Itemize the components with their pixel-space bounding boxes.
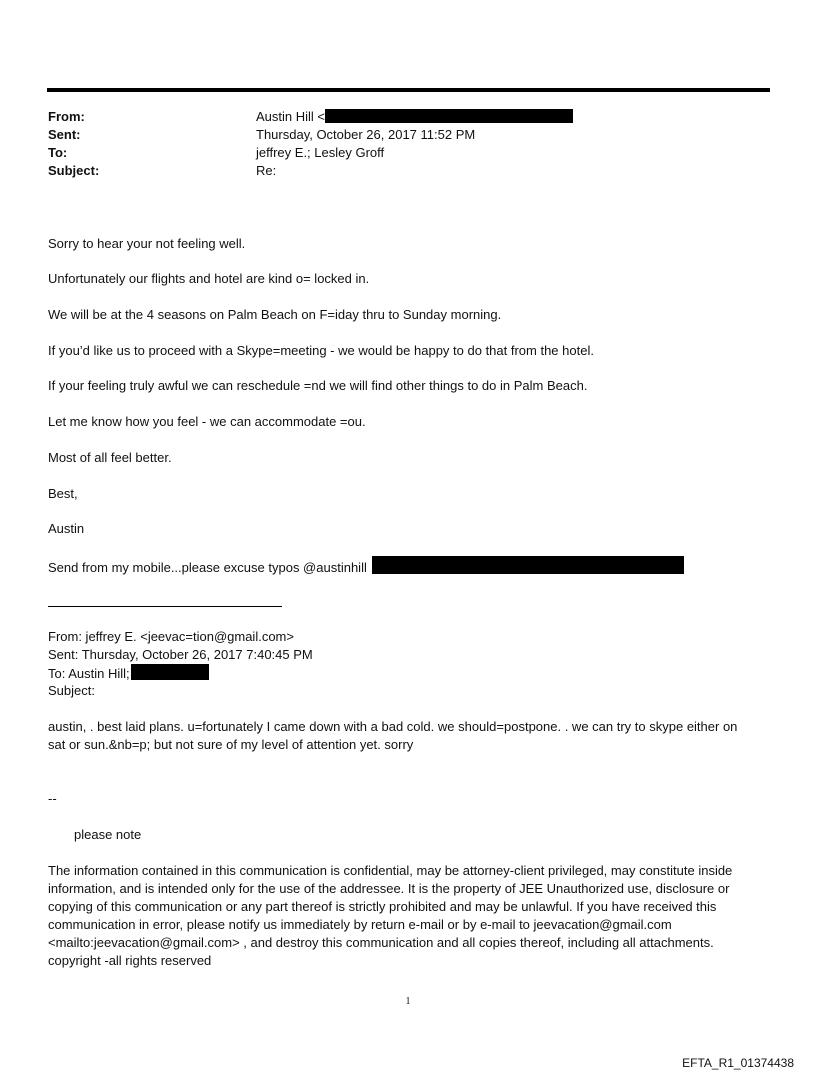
body-paragraph: If your feeling truly awful we can reschedule =nd we will find other things to do in Palm Beach. [48,378,588,393]
signature-dashes: -- [48,791,57,806]
body-paragraph: Best, [48,486,78,501]
body-paragraph: Let me know how you feel - we can accommodate =ou. [48,414,366,429]
body-paragraph: Most of all feel better. [48,450,172,465]
sent-label: Sent: [48,127,81,142]
from-value: Austin Hill < [256,108,573,126]
subject-value: Re: [256,163,277,178]
quoted-from: From: jeffrey E. <jeevac=tion@gmail.com> [48,629,294,644]
subject-label: Subject: [48,163,100,178]
body-paragraph: Sorry to hear your not feeling well. [48,236,246,251]
quoted-subject: Subject: [48,683,95,698]
from-label: From: [48,109,85,124]
quoted-to: To: Austin Hill; [48,664,209,682]
header-rule [47,88,770,92]
quote-separator [48,606,282,607]
confidentiality-disclaimer: The information contained in this communication is confidential, may be attorney-client privileged, may constitute inside information, and is intended only for the use of the addressee. It is the property of JEE Unauthorized use, disclosure or copying of this communication or any part thereof is strictly prohibited and may be unlawful. If you have received this communication in error, please notify us immediately by return e-mail or by e-mail to jeevacation@gmail.com <mailto:jeevacation@gmail.com> , and destroy this communication and all copies thereof, including all attachments. copyright -all rights reserved [48,863,733,968]
body-paragraph: Unfortunately our flights and hotel are kind o= locked in. [48,271,370,286]
redaction-box [131,664,209,680]
please-note: please note [74,827,142,842]
mobile-signature: Send from my mobile...please excuse typos @austinhill [48,556,684,576]
to-label: To: [48,145,68,160]
body-paragraph: We will be at the 4 seasons on Palm Beach on F=iday thru to Sunday morning. [48,307,502,322]
redaction-box [372,556,684,574]
sent-value: Thursday, October 26, 2017 11:52 PM [256,127,476,142]
page-number: 1 [405,996,411,1007]
body-paragraph: If you’d like us to proceed with a Skype=meeting - we would be happy to do that from the hotel. [48,343,594,358]
to-value: jeffrey E.; Lesley Groff [256,145,385,160]
bates-number: EFTA_R1_01374438 [682,1056,794,1070]
quoted-sent: Sent: Thursday, October 26, 2017 7:40:45 PM [48,647,313,662]
redaction-box [325,109,573,123]
quoted-message: austin, . best laid plans. u=fortunately I came down with a bad cold. we should=postpone. . we can try to skype either on sat or sun.&nb=p; but not sure of my level of attention yet. sorry [48,719,738,752]
body-paragraph: Austin [48,521,85,536]
